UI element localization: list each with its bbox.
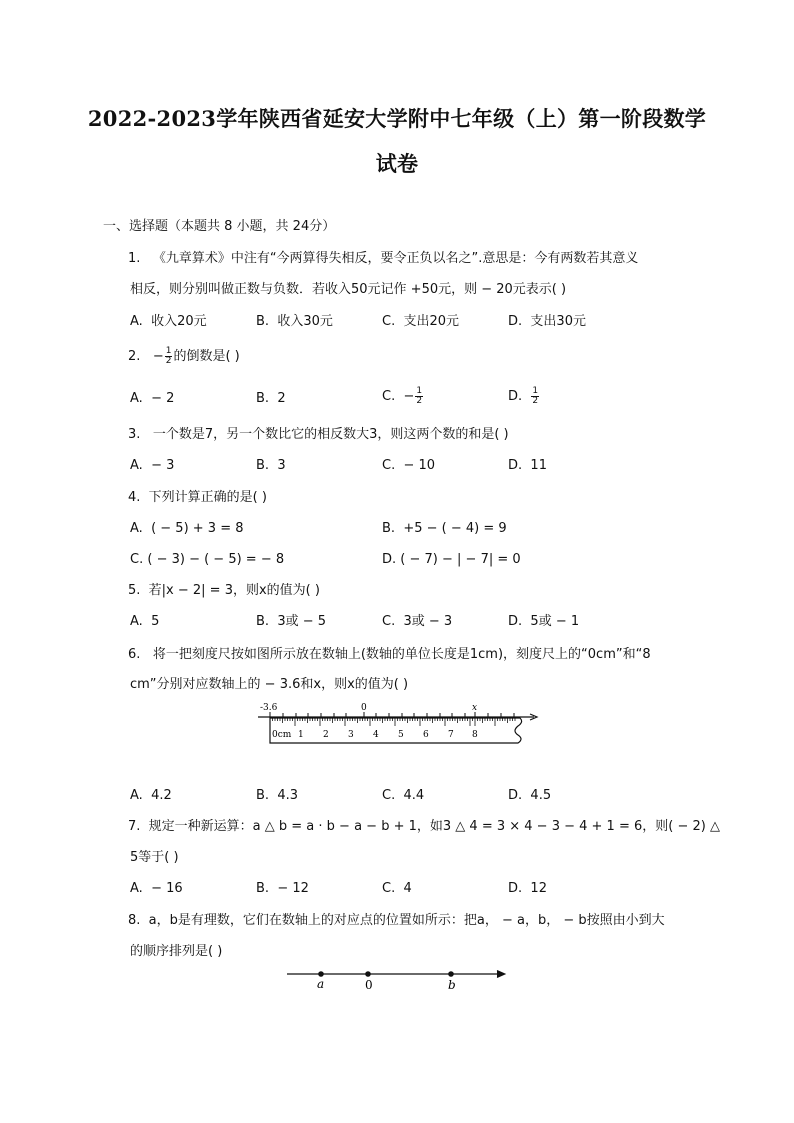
question-6-stem-line2: cm”分别对应数轴上的 − 3.6和x，则x的值为( )	[130, 677, 409, 692]
section-heading: 一、选择题（本题共 8 小题，共 24分）	[103, 219, 336, 234]
axis-label-zero: 0	[361, 703, 367, 713]
ruler-label-3: 3	[348, 730, 354, 740]
question-5-option-c: C. 3或 − 3	[382, 614, 453, 629]
question-8-stem-line2: 的顺序排列是( )	[130, 944, 223, 959]
question-1-option-b: B. 收入30元	[256, 314, 333, 329]
question-5-option-b: B. 3或 − 5	[256, 614, 327, 629]
question-2-option-d: D. $\frac{1}{2}$	[508, 386, 539, 406]
label-a: a	[317, 977, 325, 991]
question-5-option-d: D. 5或 − 1	[508, 614, 580, 629]
question-4-option-a: A. ( − 5) + 3 = 8	[130, 521, 244, 536]
question-5-option-a: A. 5	[130, 614, 160, 629]
ruler-label-2: 2	[323, 730, 329, 740]
question-number: 4.	[128, 490, 141, 505]
question-1-stem-line2: 相反，则分别叫做正数与负数．若收入50元记作 +50元，则 − 20元表示( )	[130, 282, 567, 297]
ruler-label-4: 4	[373, 730, 379, 740]
question-6-option-d: D. 4.5	[508, 788, 552, 803]
question-number: 3.	[128, 427, 141, 442]
question-1-option-c: C. 支出20元	[382, 314, 460, 329]
question-2-stem: 2. − $\frac{1}{2}$ 的倒数是( )	[128, 346, 240, 366]
question-2-option-a: A. − 2	[130, 391, 175, 406]
question-3-option-d: D. 11	[508, 458, 547, 473]
axis-label-neg-3-6: -3.6	[260, 703, 278, 713]
ruler-label-0cm: 0cm	[272, 730, 292, 740]
question-6-stem-line1: 6. 将一把刻度尺按如图所示放在数轴上(数轴的单位长度是1cm)，刻度尺上的“0cm”和“8	[128, 647, 651, 662]
question-3-option-b: B. 3	[256, 458, 286, 473]
question-number: 7.	[128, 819, 141, 834]
question-6-option-a: A. 4.2	[130, 788, 172, 803]
ruler-label-6: 6	[423, 730, 429, 740]
ruler-label-7: 7	[448, 730, 454, 740]
ruler-on-number-line-figure	[256, 699, 541, 751]
question-2-option-c: C. − $\frac{1}{2}$	[382, 386, 423, 406]
question-7-option-a: A. − 16	[130, 881, 183, 896]
ruler-label-5: 5	[398, 730, 404, 740]
ruler-label-1: 1	[298, 730, 304, 740]
question-7-stem-line1: 7. 规定一种新运算：a △ b = a · b − a − b + 1，如3 △ 4 = 3 × 4 − 3 − 4 + 1 = 6，则( − 2) △	[128, 819, 720, 834]
question-4-stem: 4. 下列计算正确的是( )	[128, 490, 267, 505]
question-6-option-c: C. 4.4	[382, 788, 425, 803]
question-4-option-c: C. ( − 3) − ( − 5) = − 8	[130, 552, 285, 567]
question-7-option-c: C. 4	[382, 881, 412, 896]
question-4-option-b: B. +5 − ( − 4) = 9	[382, 521, 507, 536]
question-1-stem-line1	[128, 250, 638, 268]
fraction: $\frac{1}{2}$	[165, 346, 172, 366]
question-number: 5.	[128, 583, 141, 598]
exam-title-line1: 2022-2023学年陕西省延安大学附中七年级（上）第一阶段数学	[87, 106, 707, 131]
question-7-option-b: B. − 12	[256, 881, 309, 896]
question-1-option-a: A. 收入20元	[130, 314, 207, 329]
arrow-icon	[497, 971, 505, 978]
question-4-option-d: D. ( − 7) − | − 7| = 0	[382, 552, 521, 567]
question-3-stem: 3. 一个数是7，另一个数比它的相反数大3，则这两个数的和是( )	[128, 427, 509, 442]
label-b: b	[448, 978, 456, 992]
question-5-stem: 5. 若|x − 2| = 3，则x的值为( )	[128, 583, 320, 598]
point-b	[448, 971, 454, 977]
question-text: 《九章算术》中注有“今两算得失相反，要令正负以名之”.意思是：今有两数若其意义	[152, 251, 639, 266]
question-3-option-a: A. − 3	[130, 458, 175, 473]
ruler-label-8: 8	[472, 730, 478, 740]
point-zero	[365, 971, 371, 977]
exam-title-line2: 试卷	[375, 151, 419, 176]
point-a	[318, 971, 324, 977]
number-line-ticks	[270, 712, 514, 717]
question-8-stem-line1: 8. a，b是有理数，它们在数轴上的对应点的位置如所示：把a， − a，b， − b按照由小到大	[128, 913, 665, 928]
axis-label-x: x	[472, 703, 478, 713]
fraction: $\frac{1}{2}$	[532, 386, 539, 406]
fraction: $\frac{1}{2}$	[416, 386, 423, 406]
label-zero: 0	[365, 978, 373, 992]
number-line-figure-ab	[283, 962, 513, 994]
question-number: 2.	[128, 349, 141, 364]
question-number: 8.	[128, 913, 141, 928]
question-number: 6.	[128, 647, 141, 662]
question-1-option-d: D. 支出30元	[508, 314, 586, 329]
question-3-option-c: C. − 10	[382, 458, 436, 473]
question-2-option-b: B. 2	[256, 391, 286, 406]
question-number: 1.	[128, 251, 141, 266]
question-7-option-d: D. 12	[508, 881, 547, 896]
question-7-stem-line2: 5等于( )	[130, 850, 179, 865]
question-6-option-b: B. 4.3	[256, 788, 299, 803]
